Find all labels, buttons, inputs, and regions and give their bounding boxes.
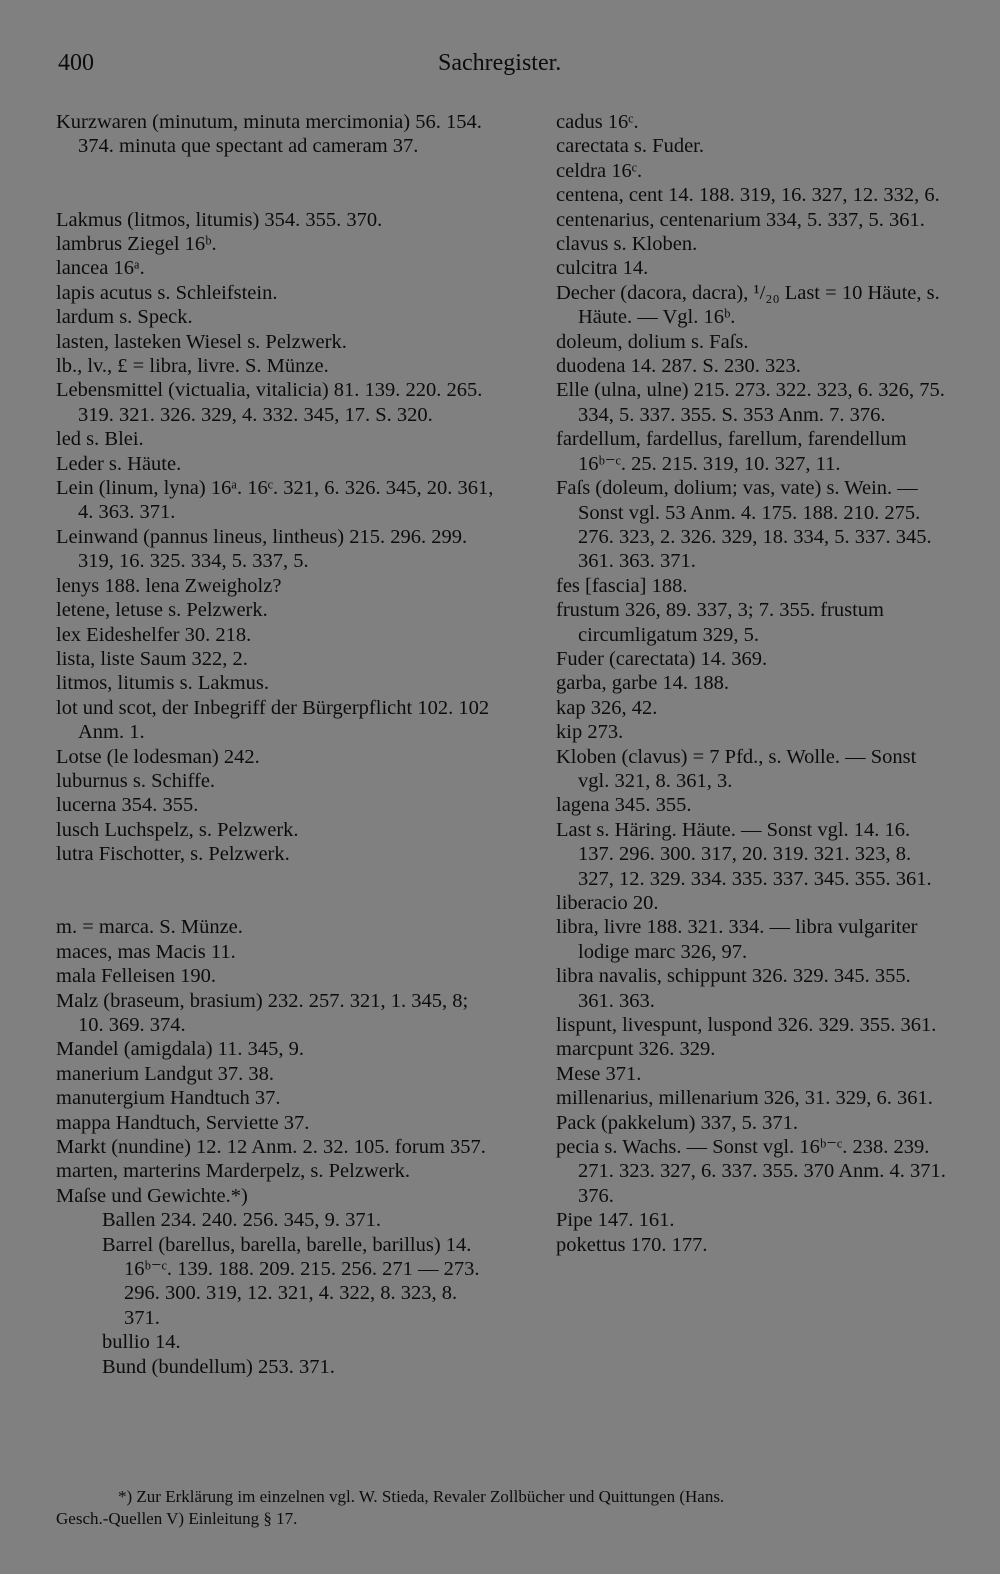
index-entry: Kloben (clavus) = 7 Pfd., s. Wolle. — Sonst vgl. 321, 8. 361, 3. xyxy=(556,745,917,792)
index-entry: frustum 326, 89. 337, 3; 7. 355. frustum circumligatum 329, 5. xyxy=(556,599,884,646)
index-entry: Decher (dacora, dacra), ¹/₂₀ Last = 10 Häute, s. Häute. — Vgl. 16ᵇ. xyxy=(556,281,940,329)
index-entry: kip 273. xyxy=(556,721,624,744)
index-entry: duodena 14. 287. S. 230. 323. xyxy=(556,355,801,378)
index-entry: celdra 16ᶜ. xyxy=(556,159,643,182)
index-entry: manutergium Handtuch 37. xyxy=(56,1087,281,1110)
index-entry: Markt (nundine) 12. 12 Anm. 2. 32. 105. forum 357. xyxy=(56,1136,486,1159)
index-entry: kap 326, 42. xyxy=(556,696,658,719)
index-entry: marcpunt 326. 329. xyxy=(556,1038,716,1061)
index-entry: clavus s. Kloben. xyxy=(556,233,698,256)
index-entry: lenys 188. lena Zweigholz? xyxy=(56,574,282,597)
index-entry: lagena 345. 355. xyxy=(556,794,692,817)
index-entry: lista, liste Saum 322, 2. xyxy=(56,647,248,670)
index-entry: Elle (ulna, ulne) 215. 273. 322. 323, 6. 326, 75. 334, 5. 337. 355. S. 353 Anm. 7. 376. xyxy=(556,379,945,426)
index-entry: lardum s. Speck. xyxy=(56,306,193,329)
index-entry: Pack (pakkelum) 337, 5. 371. xyxy=(556,1111,798,1134)
index-entry: Last s. Häring. Häute. — Sonst vgl. 14. 16. 137. 296. 300. 317, 20. 319. 321. 323, 8. 327, 12. 329. 334. 335. 337. 345. 355. 361. xyxy=(556,818,932,890)
index-entry: Mandel (amigdala) 11. 345, 9. xyxy=(56,1038,305,1061)
index-entry: manerium Landgut 37. 38. xyxy=(56,1062,275,1085)
index-subentry: bullio 14. xyxy=(102,1331,181,1354)
index-entry: doleum, dolium s. Faſs. xyxy=(556,330,749,353)
index-entry: lucerna 354. 355. xyxy=(56,794,199,817)
index-column-left xyxy=(56,110,496,1379)
index-entry: Lebensmittel (victualia, vitalicia) 81. 139. 220. 265. 319. 321. 326. 329, 4. 332. 345, 17. S. 320. xyxy=(56,379,483,426)
index-entry: cadus 16ᶜ. xyxy=(556,111,639,133)
index-entry: carectata s. Fuder. xyxy=(556,135,704,158)
index-entry: lancea 16ᵃ. xyxy=(56,257,145,280)
index-entry: Fuder (carectata) 14. 369. xyxy=(556,647,768,670)
page-number: 400 xyxy=(58,50,94,76)
index-entry: fes [fascia] 188. xyxy=(556,574,688,597)
index-entry: Lein (linum, lyna) 16ᵃ. 16ᶜ. 321, 6. 326. 345, 20. 361, 4. 363. 371. xyxy=(56,477,494,524)
index-entry: centena, cent 14. 188. 319, 16. 327, 12. 332, 6. xyxy=(556,184,940,207)
index-entry: liberacio 20. xyxy=(556,892,659,914)
index-entry: Lotse (le lodesman) 242. xyxy=(56,745,260,768)
index-entry: letene, letuse s. Pelzwerk. xyxy=(56,599,268,622)
index-entry: lambrus Ziegel 16ᵇ. xyxy=(56,233,217,256)
index-entry: Pipe 147. 161. xyxy=(556,1209,675,1232)
index-entry: lot und scot, der Inbegriff der Bürgerpflicht 102. 102 Anm. 1. xyxy=(56,696,490,744)
index-entry: pecia s. Wachs. — Sonst vgl. 16ᵇ⁻ᶜ. 238. 239. 271. 323. 327, 6. 337. 355. 370 Anm. 4. 371. 376. xyxy=(556,1136,946,1207)
index-entry: libra, livre 188. 321. 334. — libra vulgariter lodige marc 326, 97. xyxy=(556,916,918,963)
index-entry: Faſs (doleum, dolium; vas, vate) s. Wein. — Sonst vgl. 53 Anm. 4. 175. 188. 210. 275. 276. 323, 2. 326. 329, 18. 334, 5. 337. 345. 361. 363. 371. xyxy=(556,477,932,573)
index-entry: litmos, litumis s. Lakmus. xyxy=(56,672,269,695)
index-entry: luburnus s. Schiffe. xyxy=(56,769,216,792)
index-column-right xyxy=(556,110,948,1257)
index-entry: Leder s. Häute. xyxy=(56,452,182,475)
index-entry: Leinwand (pannus lineus, lintheus) 215. 296. 299. 319, 16. 325. 334, 5. 337, 5. xyxy=(56,525,468,573)
index-subentry: Ballen 234. 240. 256. 345, 9. 371. xyxy=(102,1209,382,1232)
index-entry: Kurzwaren (minutum, minuta mercimonia) 56. 154. 374. minuta que spectant ad cameram 37. xyxy=(56,111,482,158)
footnote xyxy=(56,1486,946,1530)
index-entry: lb., lv., £ = libra, livre. S. Münze. xyxy=(56,355,329,378)
index-entry: libra navalis, schippunt 326. 329. 345. 355. 361. 363. xyxy=(556,965,911,1012)
index-entry: Lakmus (litmos, litumis) 354. 355. 370. xyxy=(56,208,383,231)
index-entry: mala Felleisen 190. xyxy=(56,965,216,988)
index-entry: garba, garbe 14. 188. xyxy=(556,672,730,695)
index-entry: pokettus 170. 177. xyxy=(556,1233,708,1256)
index-entry: centenarius, centenarium 334, 5. 337, 5. 361. xyxy=(556,208,925,231)
footnote-line: *) Zur Erklärung im einzelnen vgl. W. Stieda, Revaler Zollbücher und Quittungen (Hans. xyxy=(118,1487,725,1506)
index-entry: lutra Fischotter, s. Pelzwerk. xyxy=(56,843,290,866)
index-entry: Malz (braseum, brasium) 232. 257. 321, 1. 345, 8; 10. 369. 374. xyxy=(56,989,469,1036)
section-gap xyxy=(56,159,496,208)
index-entry: lispunt, livespunt, luspond 326. 329. 355. 361. xyxy=(556,1014,937,1037)
index-subentry: Barrel (barellus, barella, barelle, barillus) 14. 16ᵇ⁻ᶜ. 139. 188. 209. 215. 256. 271 — 273. 296. 300. 319, 12. 321, 4. 322, 8. 323, 8. 371. xyxy=(102,1233,480,1329)
index-entry: marten, marterins Marderpelz, s. Pelzwerk. xyxy=(56,1160,411,1183)
section-gap xyxy=(56,867,496,916)
index-subentry: Bund (bundellum) 253. 371. xyxy=(102,1355,335,1378)
index-entry: led s. Blei. xyxy=(56,428,144,451)
index-entry: m. = marca. S. Münze. xyxy=(56,916,243,939)
index-entry: lusch Luchspelz, s. Pelzwerk. xyxy=(56,818,299,841)
index-entry: maces, mas Macis 11. xyxy=(56,940,236,963)
index-entry: Mese 371. xyxy=(556,1062,642,1085)
index-entry: mappa Handtuch, Serviette 37. xyxy=(56,1111,310,1134)
footnote-line: Gesch.-Quellen V) Einleitung § 17. xyxy=(56,1509,298,1528)
index-entry: millenarius, millenarium 326, 31. 329, 6. 361. xyxy=(556,1087,933,1110)
index-entry: lapis acutus s. Schleifstein. xyxy=(56,281,278,304)
index-entry: culcitra 14. xyxy=(556,257,649,280)
index-entry: lasten, lasteken Wiesel s. Pelzwerk. xyxy=(56,330,347,353)
index-entry: Maſse und Gewichte.*) xyxy=(56,1184,248,1207)
index-entry: fardellum, fardellus, farellum, farendellum 16ᵇ⁻ᶜ. 25. 215. 319, 10. 327, 11. xyxy=(556,428,907,475)
index-entry: lex Eideshelfer 30. 218. xyxy=(56,623,252,646)
running-head: Sachregister. xyxy=(438,50,562,76)
